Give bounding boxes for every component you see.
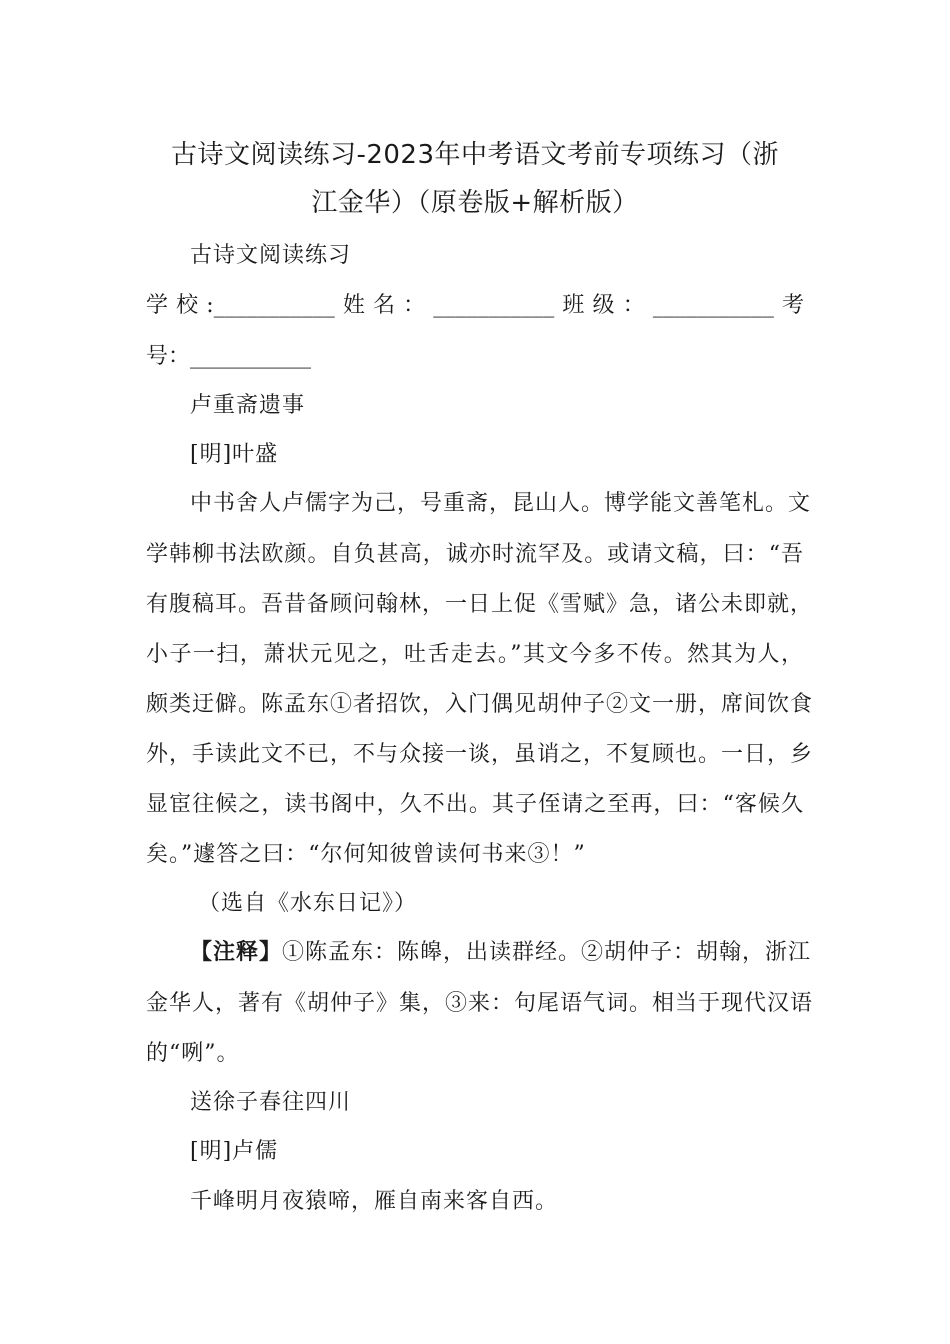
notes-line-1: [190, 935, 812, 966]
passage1-paragraph-line: 小子一扫，萧状元见之，吐舌走去。”其文今多不传。然其为人，: [146, 642, 804, 667]
passage2-poem-line: 千峰明月夜猿啼，雁自南来客自西。: [190, 1189, 559, 1214]
passage1-source: （选自《水东日记》）: [198, 891, 418, 916]
passage1-paragraph-line: 矣。”遽答之曰：“尔何知彼曾读何书来③！”: [146, 842, 586, 867]
passage1-paragraph-line: 中书舍人卢儒字为己，号重斋，昆山人。博学能文善笔札。文: [190, 491, 812, 516]
section-heading: 古诗文阅读练习: [190, 243, 352, 268]
notes-line-2: 金华人，著有《胡仲子》集，③来：句尾语气词。相当于现代汉语: [146, 991, 814, 1016]
passage2-title: 送徐子春往四川: [190, 1090, 352, 1115]
passage1-paragraph-line: 有腹稿耳。吾昔备顾问翰林，一日上促《雪赋》急，诸公未即就，: [146, 592, 814, 617]
document-title-line-2: 江金华）（原卷版+解析版）: [311, 188, 639, 218]
passage1-paragraph-line: 显宦往候之，读书阁中，久不出。其子侄请之至再，曰：“客候久: [146, 792, 804, 817]
notes-line-3: 的“咧”。: [146, 1041, 240, 1066]
notes-text: ①陈孟东：陈皞，出读群经。②胡仲子：胡翰，浙江: [282, 940, 812, 965]
passage2-author: [明]卢儒: [190, 1139, 279, 1164]
passage1-paragraph-line: 学韩柳书法欧颜。自负甚高，诚亦时流罕及。或请文稿，曰：“吾: [146, 542, 804, 567]
passage1-author: [明]叶盛: [190, 442, 279, 467]
student-info-line-1: 学校:___________姓名：___________班级：___________考: [146, 293, 804, 318]
passage1-paragraph-line: 外，手读此文不已，不与众接一谈，虽诮之，不复顾也。一日，乡: [146, 742, 814, 767]
document-title-line-1: 古诗文阅读练习-2023年中考语文考前专项练习（浙: [170, 140, 780, 170]
notes-label: 【注释】: [190, 939, 283, 965]
student-info-line-2: 号：___________: [146, 344, 312, 369]
passage1-paragraph-line: 颇类迂僻。陈孟东①者招饮，入门偶见胡仲子②文一册，席间饮食: [146, 692, 814, 717]
passage1-title: 卢重斋遗事: [190, 393, 306, 418]
